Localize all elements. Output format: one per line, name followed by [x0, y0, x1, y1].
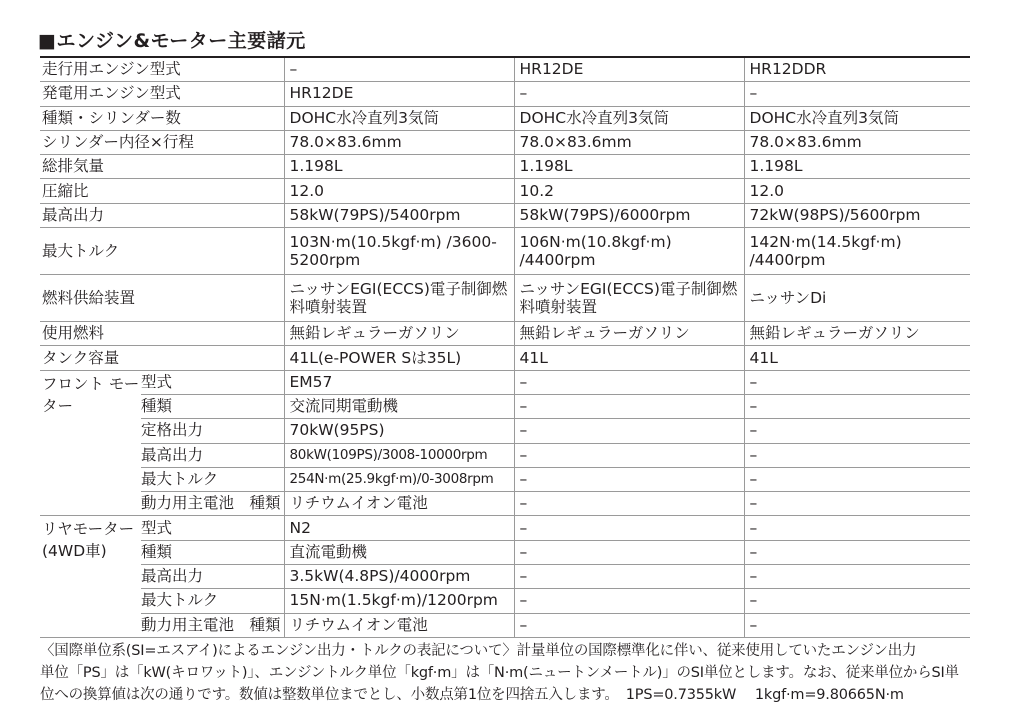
value-col3: –: [744, 419, 970, 443]
motor-row: [40, 613, 970, 637]
sub-label: 定格出力: [141, 419, 284, 443]
value-col2: –: [514, 82, 744, 106]
row-label: 使用燃料: [40, 322, 284, 346]
value-col2: 41L: [514, 346, 744, 370]
value-col3: DOHC水冷直列3気筒: [744, 106, 970, 130]
value-col2: –: [514, 443, 744, 467]
value-col1: 103N·m(10.5kgf·m) /3600-5200rpm: [284, 228, 514, 275]
motor-row: [40, 565, 970, 589]
value-col3: 41L: [744, 346, 970, 370]
spec-row: [40, 57, 970, 82]
spec-row: [40, 203, 970, 227]
sub-label: 種類: [141, 394, 284, 418]
value-col1: 70kW(95PS): [284, 419, 514, 443]
motor-row: [40, 516, 970, 540]
sub-label: 動力用主電池 種類: [141, 613, 284, 637]
value-col3: –: [744, 516, 970, 540]
value-col3: 142N·m(14.5kgf·m) /4400rpm: [744, 228, 970, 275]
value-col2: 106N·m(10.8kgf·m) /4400rpm: [514, 228, 744, 275]
spec-table: [40, 56, 970, 638]
value-col1: 80kW(109PS)/3008-10000rpm: [284, 443, 514, 467]
value-col2: 78.0×83.6mm: [514, 130, 744, 154]
value-col3: –: [744, 492, 970, 516]
value-col2: 10.2: [514, 179, 744, 203]
value-col1: DOHC水冷直列3気筒: [284, 106, 514, 130]
row-label: 総排気量: [40, 155, 284, 179]
front_motor-group-label: フロント モーター: [40, 370, 141, 516]
spec-row: [40, 228, 970, 275]
sub-label: 最大トルク: [141, 589, 284, 613]
value-col1: 1.198L: [284, 155, 514, 179]
value-col3: –: [744, 467, 970, 491]
value-col2: 無鉛レギュラーガソリン: [514, 322, 744, 346]
note-line: 〈国際単位系(SI=エスアイ)によるエンジン出力・トルクの表記について〉計量単位の国際標準化に伴い、従来使用していたエンジン出力: [40, 643, 917, 659]
value-col3: –: [744, 565, 970, 589]
value-col1: 3.5kW(4.8PS)/4000rpm: [284, 565, 514, 589]
row-label: 種類・シリンダー数: [40, 106, 284, 130]
value-col2: 58kW(79PS)/6000rpm: [514, 203, 744, 227]
value-col1: ニッサンEGI(ECCS)電子制御燃料噴射装置: [284, 275, 514, 322]
value-col2: ニッサンEGI(ECCS)電子制御燃料噴射装置: [514, 275, 744, 322]
value-col2: HR12DE: [514, 57, 744, 82]
value-col1: HR12DE: [284, 82, 514, 106]
value-col2: –: [514, 394, 744, 418]
value-col3: ニッサンDi: [744, 275, 970, 322]
value-col3: 72kW(98PS)/5600rpm: [744, 203, 970, 227]
value-col3: 1.198L: [744, 155, 970, 179]
value-col3: HR12DDR: [744, 57, 970, 82]
value-col1: リチウムイオン電池: [284, 613, 514, 637]
value-col3: –: [744, 370, 970, 394]
value-col3: –: [744, 613, 970, 637]
value-col1: 無鉛レギュラーガソリン: [284, 322, 514, 346]
value-col3: 無鉛レギュラーガソリン: [744, 322, 970, 346]
motor-row: [40, 540, 970, 564]
value-col2: DOHC水冷直列3気筒: [514, 106, 744, 130]
motor-row: [40, 370, 970, 394]
value-col2: –: [514, 419, 744, 443]
row-label: 最大トルク: [40, 228, 284, 275]
sub-label: 最大トルク: [141, 467, 284, 491]
value-col2: –: [514, 492, 744, 516]
row-label: 走行用エンジン型式: [40, 57, 284, 82]
value-col2: –: [514, 370, 744, 394]
motor-row: [40, 467, 970, 491]
si-unit-note: [40, 640, 980, 706]
sub-label: 動力用主電池 種類: [141, 492, 284, 516]
motor-row: [40, 394, 970, 418]
note-line: 位への換算値は次の通りです。数値は整数単位までとし、小数点第1位を四捨五入します。 1PS=0.7355kW 1kgf·m=9.80665N·m: [40, 687, 904, 703]
row-label: 最高出力: [40, 203, 284, 227]
value-col3: –: [744, 540, 970, 564]
value-col1: EM57: [284, 370, 514, 394]
value-col1: 254N·m(25.9kgf·m)/0-3008rpm: [284, 467, 514, 491]
sub-label: 型式: [141, 370, 284, 394]
motor-row: [40, 492, 970, 516]
value-col1: 58kW(79PS)/5400rpm: [284, 203, 514, 227]
value-col1: 15N·m(1.5kgf·m)/1200rpm: [284, 589, 514, 613]
value-col2: –: [514, 540, 744, 564]
row-label: 圧縮比: [40, 179, 284, 203]
spec-row: [40, 179, 970, 203]
spec-row: [40, 130, 970, 154]
value-col1: 12.0: [284, 179, 514, 203]
value-col3: 12.0: [744, 179, 970, 203]
value-col2: –: [514, 589, 744, 613]
row-label: シリンダー内径×行程: [40, 130, 284, 154]
rear_motor-group-label: リヤモーター (4WD車): [40, 516, 141, 637]
spec-row: [40, 155, 970, 179]
row-label: 燃料供給装置: [40, 275, 284, 322]
row-label: タンク容量: [40, 346, 284, 370]
value-col1: N2: [284, 516, 514, 540]
spec-row: [40, 322, 970, 346]
spec-row: [40, 82, 970, 106]
spec-row: [40, 106, 970, 130]
page-title: ■エンジン&モーター主要諸元: [38, 30, 306, 52]
value-col1: 41L(e-POWER Sは35L): [284, 346, 514, 370]
sub-label: 最高出力: [141, 565, 284, 589]
value-col1: 78.0×83.6mm: [284, 130, 514, 154]
value-col2: 1.198L: [514, 155, 744, 179]
value-col2: –: [514, 613, 744, 637]
sub-label: 最高出力: [141, 443, 284, 467]
value-col1: リチウムイオン電池: [284, 492, 514, 516]
value-col3: 78.0×83.6mm: [744, 130, 970, 154]
value-col1: 交流同期電動機: [284, 394, 514, 418]
sub-label: 型式: [141, 516, 284, 540]
spec-row: [40, 346, 970, 370]
sub-label: 種類: [141, 540, 284, 564]
value-col3: –: [744, 82, 970, 106]
value-col2: –: [514, 467, 744, 491]
value-col3: –: [744, 394, 970, 418]
motor-row: [40, 419, 970, 443]
row-label: 発電用エンジン型式: [40, 82, 284, 106]
note-line: 単位「PS」は「kW(キロワット)」、エンジントルク単位「kgf·m」は「N·m(ニュートンメートル)」のSI単位とします。なお、従来単位からSI単: [40, 665, 959, 681]
value-col1: 直流電動機: [284, 540, 514, 564]
value-col3: –: [744, 443, 970, 467]
value-col2: –: [514, 516, 744, 540]
spec-row: [40, 275, 970, 322]
value-col3: –: [744, 589, 970, 613]
motor-row: [40, 589, 970, 613]
value-col2: –: [514, 565, 744, 589]
value-col1: –: [284, 57, 514, 82]
motor-row: [40, 443, 970, 467]
